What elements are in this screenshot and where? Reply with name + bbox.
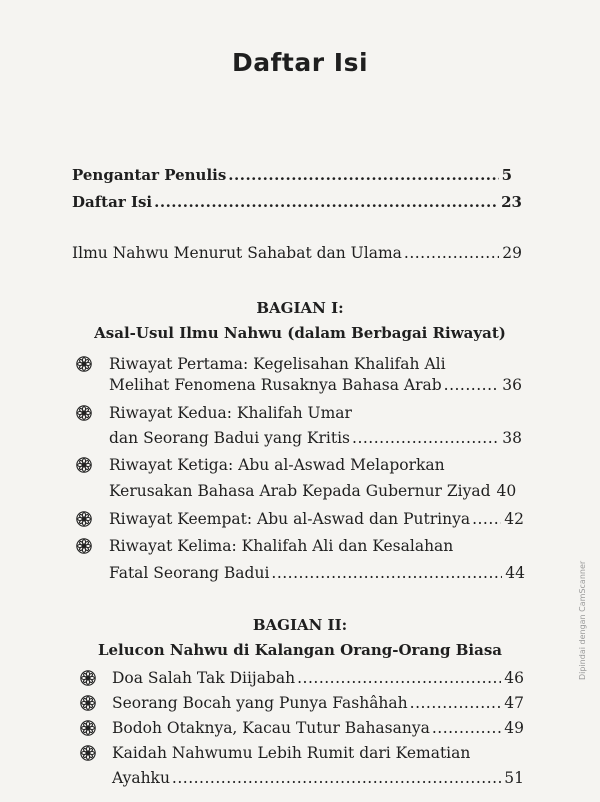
- toc-entry-riwayat-keempat[interactable]: [109, 509, 524, 529]
- toc-page-number: 44: [505, 564, 525, 582]
- toc-entry-riwayat-kedua[interactable]: [109, 428, 522, 448]
- toc-entry-ilmu-nahwu[interactable]: [72, 243, 522, 263]
- toc-entry-seorang-bocah[interactable]: [112, 693, 524, 713]
- flower-bullet-icon: [80, 745, 96, 761]
- toc-entry-riwayat-kelima[interactable]: [109, 563, 525, 583]
- toc-entry-line[interactable]: Riwayat Ketiga: Abu al-Aswad Melaporkan: [109, 456, 445, 474]
- toc-leader: [228, 165, 498, 185]
- flower-bullet-icon: [80, 670, 96, 686]
- toc-leader: [297, 668, 501, 688]
- toc-page-number: 38: [502, 429, 522, 447]
- toc-entry-title: Fatal Seorang Badui: [109, 564, 270, 582]
- toc-page-number: 46: [504, 669, 524, 687]
- toc-entry-line[interactable]: Kaidah Nahwumu Lebih Rumit dari Kematian: [112, 744, 471, 762]
- toc-leader: [444, 375, 500, 395]
- toc-entry-title: Ilmu Nahwu Menurut Sahabat dan Ulama: [72, 244, 402, 262]
- toc-entry-bodoh-otaknya[interactable]: [112, 718, 524, 738]
- toc-page-number: 29: [502, 244, 522, 262]
- flower-bullet-icon: [80, 720, 96, 736]
- toc-page-number: 51: [504, 769, 524, 787]
- toc-entry-title: Riwayat Keempat: Abu al-Aswad dan Putrinya: [109, 510, 471, 528]
- toc-leader: [410, 693, 502, 713]
- page-title: Daftar Isi: [231, 48, 369, 77]
- toc-page-number: 36: [502, 376, 522, 394]
- toc-leader: [432, 718, 501, 738]
- toc-page-number: 5: [501, 166, 512, 184]
- toc-leader: [154, 192, 498, 212]
- toc-entry-title: Pengantar Penulis: [72, 166, 227, 184]
- toc-entry-title: dan Seorang Badui yang Kritis: [109, 429, 351, 447]
- flower-bullet-icon: [76, 457, 92, 473]
- toc-leader: [172, 768, 501, 788]
- toc-entry-title: Doa Salah Tak Diijabah: [112, 669, 296, 687]
- toc-leader: [472, 509, 501, 529]
- toc-page-number: 40: [496, 482, 517, 500]
- toc-entry-title: Daftar Isi: [72, 193, 153, 211]
- toc-page-number: 42: [504, 510, 524, 528]
- toc-entry-riwayat-pertama[interactable]: [109, 375, 522, 395]
- part1-label: BAGIAN I:: [256, 299, 344, 317]
- toc-entry-line[interactable]: Riwayat Kedua: Khalifah Umar: [109, 404, 352, 422]
- scanner-watermark: Dipindai dengan CamScanner: [578, 560, 587, 680]
- flower-bullet-icon: [76, 538, 92, 554]
- toc-entry-pengantar[interactable]: [72, 165, 512, 185]
- toc-entry-daftar-isi[interactable]: [72, 192, 522, 212]
- toc-entry-line[interactable]: Riwayat Pertama: Kegelisahan Khalifah Ali: [109, 355, 446, 373]
- part2-label: BAGIAN II:: [252, 616, 348, 634]
- toc-leader: [271, 563, 502, 583]
- toc-entry-riwayat-ketiga[interactable]: [109, 481, 525, 501]
- part2-subtitle: Lelucon Nahwu di Kalangan Orang-Orang Biasa: [97, 641, 503, 659]
- toc-entry-doa-salah[interactable]: [112, 668, 524, 688]
- toc-entry-kaidah-nahwumu[interactable]: [112, 768, 524, 788]
- toc-entry-title: Seorang Bocah yang Punya Fashâhah: [112, 694, 408, 712]
- part1-subtitle: Asal-Usul Ilmu Nahwu (dalam Berbagai Riwayat): [94, 324, 506, 342]
- flower-bullet-icon: [76, 511, 92, 527]
- toc-page-number: 47: [504, 694, 524, 712]
- toc-page-number: 23: [501, 193, 522, 211]
- toc-entry-title: Kerusakan Bahasa Arab Kepada Gubernur Ziyad: [109, 482, 491, 500]
- toc-entry-title: Melihat Fenomena Rusaknya Bahasa Arab: [109, 376, 442, 394]
- toc-entry-line[interactable]: Riwayat Kelima: Khalifah Ali dan Kesalahan: [109, 537, 454, 555]
- flower-bullet-icon: [76, 356, 92, 372]
- toc-leader: [352, 428, 499, 448]
- toc-leader: [404, 243, 499, 263]
- flower-bullet-icon: [76, 405, 92, 421]
- toc-entry-title: Ayahku: [112, 769, 170, 787]
- toc-entry-title: Bodoh Otaknya, Kacau Tutur Bahasanya: [112, 719, 430, 737]
- flower-bullet-icon: [80, 695, 96, 711]
- toc-page-number: 49: [504, 719, 524, 737]
